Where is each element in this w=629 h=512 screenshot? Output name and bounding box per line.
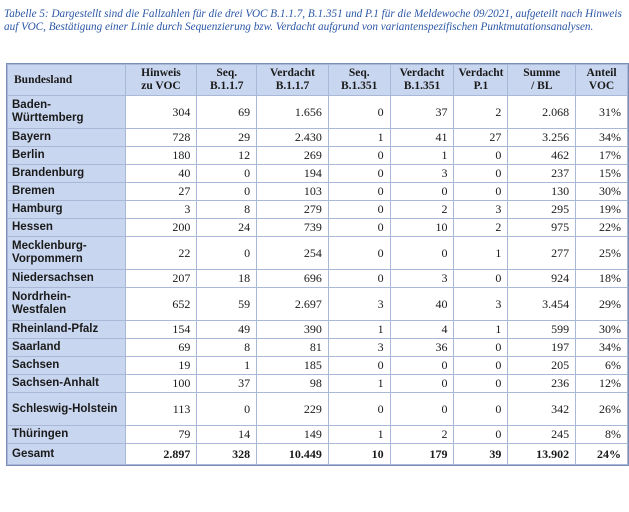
value-cell: 229 — [257, 393, 329, 426]
value-cell: 0 — [454, 147, 508, 165]
column-header — [390, 65, 454, 96]
value-cell: 0 — [454, 339, 508, 357]
value-cell: 103 — [257, 183, 329, 201]
bundesland-cell: Mecklenburg-Vorpommern — [8, 237, 126, 270]
value-cell: 0 — [454, 270, 508, 288]
total-value-cell: 179 — [390, 444, 454, 465]
table-row — [8, 393, 628, 426]
value-cell: 41 — [390, 129, 454, 147]
bundesland-cell: Bayern — [8, 129, 126, 147]
value-cell: 0 — [328, 183, 390, 201]
value-cell: 12 — [197, 147, 257, 165]
value-cell: 6% — [576, 357, 628, 375]
value-cell: 1 — [328, 426, 390, 444]
table-row — [8, 288, 628, 321]
total-value-cell: 10.449 — [257, 444, 329, 465]
bundesland-cell: Niedersachsen — [8, 270, 126, 288]
value-cell: 197 — [508, 339, 576, 357]
value-cell: 462 — [508, 147, 576, 165]
value-cell: 19 — [125, 357, 197, 375]
column-header-line: zu VOC — [141, 80, 181, 92]
value-cell: 2 — [454, 96, 508, 129]
value-cell: 25% — [576, 237, 628, 270]
total-value-cell: 39 — [454, 444, 508, 465]
value-cell: 0 — [328, 147, 390, 165]
column-header — [8, 65, 126, 96]
column-header-line: B.1.351 — [403, 80, 441, 92]
value-cell: 0 — [454, 183, 508, 201]
value-cell: 24 — [197, 219, 257, 237]
bundesland-cell: Hamburg — [8, 201, 126, 219]
value-cell: 3.256 — [508, 129, 576, 147]
value-cell: 22% — [576, 219, 628, 237]
column-header-line: Summe — [523, 67, 561, 79]
value-cell: 29% — [576, 288, 628, 321]
value-cell: 277 — [508, 237, 576, 270]
value-cell: 0 — [328, 165, 390, 183]
table-row — [8, 270, 628, 288]
column-header-line: / BL — [531, 80, 553, 92]
value-cell: 1 — [328, 321, 390, 339]
value-cell: 975 — [508, 219, 576, 237]
table-row — [8, 129, 628, 147]
value-cell: 0 — [390, 183, 454, 201]
value-cell: 236 — [508, 375, 576, 393]
value-cell: 4 — [390, 321, 454, 339]
total-value-cell: 2.897 — [125, 444, 197, 465]
value-cell: 1 — [390, 147, 454, 165]
value-cell: 0 — [328, 96, 390, 129]
value-cell: 0 — [328, 393, 390, 426]
value-cell: 1 — [328, 375, 390, 393]
column-header — [454, 65, 508, 96]
value-cell: 18% — [576, 270, 628, 288]
bundesland-cell: Sachsen-Anhalt — [8, 375, 126, 393]
value-cell: 0 — [328, 237, 390, 270]
value-cell: 15% — [576, 165, 628, 183]
value-cell: 696 — [257, 270, 329, 288]
value-cell: 27 — [125, 183, 197, 201]
value-cell: 0 — [197, 237, 257, 270]
column-header-line: Seq. — [216, 67, 238, 79]
column-header-line: VOC — [588, 80, 615, 92]
value-cell: 30% — [576, 183, 628, 201]
value-cell: 1 — [328, 129, 390, 147]
table-total-row — [8, 444, 628, 465]
value-cell: 149 — [257, 426, 329, 444]
value-cell: 1 — [197, 357, 257, 375]
value-cell: 185 — [257, 357, 329, 375]
value-cell: 8 — [197, 339, 257, 357]
value-cell: 79 — [125, 426, 197, 444]
column-header — [576, 65, 628, 96]
bundesland-cell: Schleswig-Holstein — [8, 393, 126, 426]
value-cell: 31% — [576, 96, 628, 129]
bundesland-cell: Nordrhein-Westfalen — [8, 288, 126, 321]
table-row — [8, 219, 628, 237]
value-cell: 304 — [125, 96, 197, 129]
column-header-line: Bundesland — [14, 73, 73, 86]
value-cell: 69 — [125, 339, 197, 357]
value-cell: 2.430 — [257, 129, 329, 147]
table-caption: Tabelle 5: Dargestellt sind die Fallzahlen für die drei VOC B.1.1.7, B.1.351 und P.1 für die Meldewoche 09/2021, aufgeteilt nach Hinweis auf VOC, Bestätigung einer Linie durch Sequenzierung bzw. Verdacht aufgrund von variantenspezifischen Punktmutationsanalysen. — [4, 8, 622, 33]
value-cell: 34% — [576, 129, 628, 147]
table-row — [8, 201, 628, 219]
bundesland-cell: Berlin — [8, 147, 126, 165]
bundesland-cell: Bremen — [8, 183, 126, 201]
value-cell: 0 — [390, 375, 454, 393]
value-cell: 36 — [390, 339, 454, 357]
value-cell: 12% — [576, 375, 628, 393]
column-header — [257, 65, 329, 96]
value-cell: 0 — [328, 201, 390, 219]
value-cell: 81 — [257, 339, 329, 357]
value-cell: 29 — [197, 129, 257, 147]
bundesland-cell: Rheinland-Pfalz — [8, 321, 126, 339]
value-cell: 8% — [576, 426, 628, 444]
value-cell: 2.068 — [508, 96, 576, 129]
column-header — [508, 65, 576, 96]
value-cell: 0 — [328, 270, 390, 288]
value-cell: 113 — [125, 393, 197, 426]
value-cell: 207 — [125, 270, 197, 288]
value-cell: 37 — [197, 375, 257, 393]
value-cell: 0 — [454, 165, 508, 183]
table-header-row — [8, 65, 628, 96]
value-cell: 34% — [576, 339, 628, 357]
bundesland-cell: Thüringen — [8, 426, 126, 444]
column-header-line: B.1.1.7 — [209, 80, 244, 92]
value-cell: 40 — [125, 165, 197, 183]
value-cell: 30% — [576, 321, 628, 339]
value-cell: 342 — [508, 393, 576, 426]
value-cell: 0 — [454, 357, 508, 375]
value-cell: 69 — [197, 96, 257, 129]
bundesland-cell: Hessen — [8, 219, 126, 237]
value-cell: 14 — [197, 426, 257, 444]
total-value-cell: 13.902 — [508, 444, 576, 465]
value-cell: 3 — [328, 339, 390, 357]
value-cell: 200 — [125, 219, 197, 237]
column-header-line: Verdacht — [399, 67, 445, 79]
value-cell: 599 — [508, 321, 576, 339]
table-row — [8, 426, 628, 444]
value-cell: 0 — [197, 183, 257, 201]
value-cell: 2 — [454, 219, 508, 237]
value-cell: 1.656 — [257, 96, 329, 129]
value-cell: 1 — [454, 237, 508, 270]
value-cell: 154 — [125, 321, 197, 339]
value-cell: 2 — [390, 426, 454, 444]
value-cell: 0 — [197, 393, 257, 426]
value-cell: 22 — [125, 237, 197, 270]
value-cell: 1 — [454, 321, 508, 339]
voc-table-container — [6, 63, 629, 466]
value-cell: 3.454 — [508, 288, 576, 321]
value-cell: 205 — [508, 357, 576, 375]
voc-table — [7, 64, 628, 465]
total-value-cell: 328 — [197, 444, 257, 465]
value-cell: 0 — [390, 357, 454, 375]
value-cell: 49 — [197, 321, 257, 339]
bundesland-cell: Saarland — [8, 339, 126, 357]
bundesland-cell: Sachsen — [8, 357, 126, 375]
total-value-cell: 24% — [576, 444, 628, 465]
table-row — [8, 183, 628, 201]
value-cell: 0 — [454, 375, 508, 393]
value-cell: 0 — [454, 393, 508, 426]
column-header-line: Hinweis — [141, 67, 181, 79]
value-cell: 0 — [328, 357, 390, 375]
value-cell: 0 — [390, 393, 454, 426]
value-cell: 3 — [390, 270, 454, 288]
column-header — [125, 65, 197, 96]
value-cell: 3 — [454, 201, 508, 219]
value-cell: 59 — [197, 288, 257, 321]
value-cell: 245 — [508, 426, 576, 444]
value-cell: 180 — [125, 147, 197, 165]
value-cell: 390 — [257, 321, 329, 339]
value-cell: 0 — [328, 219, 390, 237]
value-cell: 26% — [576, 393, 628, 426]
value-cell: 27 — [454, 129, 508, 147]
column-header — [328, 65, 390, 96]
value-cell: 3 — [125, 201, 197, 219]
value-cell: 739 — [257, 219, 329, 237]
value-cell: 2 — [390, 201, 454, 219]
value-cell: 130 — [508, 183, 576, 201]
value-cell: 19% — [576, 201, 628, 219]
value-cell: 279 — [257, 201, 329, 219]
value-cell: 8 — [197, 201, 257, 219]
value-cell: 728 — [125, 129, 197, 147]
value-cell: 0 — [390, 237, 454, 270]
column-header-line: Verdacht — [458, 67, 504, 79]
table-row — [8, 147, 628, 165]
value-cell: 3 — [328, 288, 390, 321]
value-cell: 269 — [257, 147, 329, 165]
value-cell: 0 — [454, 426, 508, 444]
table-row — [8, 357, 628, 375]
value-cell: 18 — [197, 270, 257, 288]
value-cell: 10 — [390, 219, 454, 237]
table-row — [8, 96, 628, 129]
table-row — [8, 339, 628, 357]
value-cell: 37 — [390, 96, 454, 129]
value-cell: 17% — [576, 147, 628, 165]
column-header-line: B.1.1.7 — [275, 80, 310, 92]
table-row — [8, 375, 628, 393]
column-header — [197, 65, 257, 96]
table-row — [8, 237, 628, 270]
value-cell: 3 — [454, 288, 508, 321]
value-cell: 652 — [125, 288, 197, 321]
table-row — [8, 165, 628, 183]
column-header-line: Anteil — [586, 67, 617, 79]
value-cell: 40 — [390, 288, 454, 321]
bundesland-cell: Brandenburg — [8, 165, 126, 183]
value-cell: 237 — [508, 165, 576, 183]
value-cell: 100 — [125, 375, 197, 393]
column-header-line: B.1.351 — [341, 80, 378, 92]
column-header-line: P.1 — [473, 80, 489, 92]
column-header-line: Verdacht — [270, 67, 315, 79]
column-header-line: Seq. — [348, 67, 370, 79]
table-row — [8, 321, 628, 339]
value-cell: 295 — [508, 201, 576, 219]
value-cell: 98 — [257, 375, 329, 393]
total-label-cell: Gesamt — [8, 444, 126, 465]
value-cell: 2.697 — [257, 288, 329, 321]
value-cell: 3 — [390, 165, 454, 183]
total-value-cell: 10 — [328, 444, 390, 465]
value-cell: 254 — [257, 237, 329, 270]
value-cell: 0 — [197, 165, 257, 183]
value-cell: 194 — [257, 165, 329, 183]
bundesland-cell: Baden-Württemberg — [8, 96, 126, 129]
value-cell: 924 — [508, 270, 576, 288]
